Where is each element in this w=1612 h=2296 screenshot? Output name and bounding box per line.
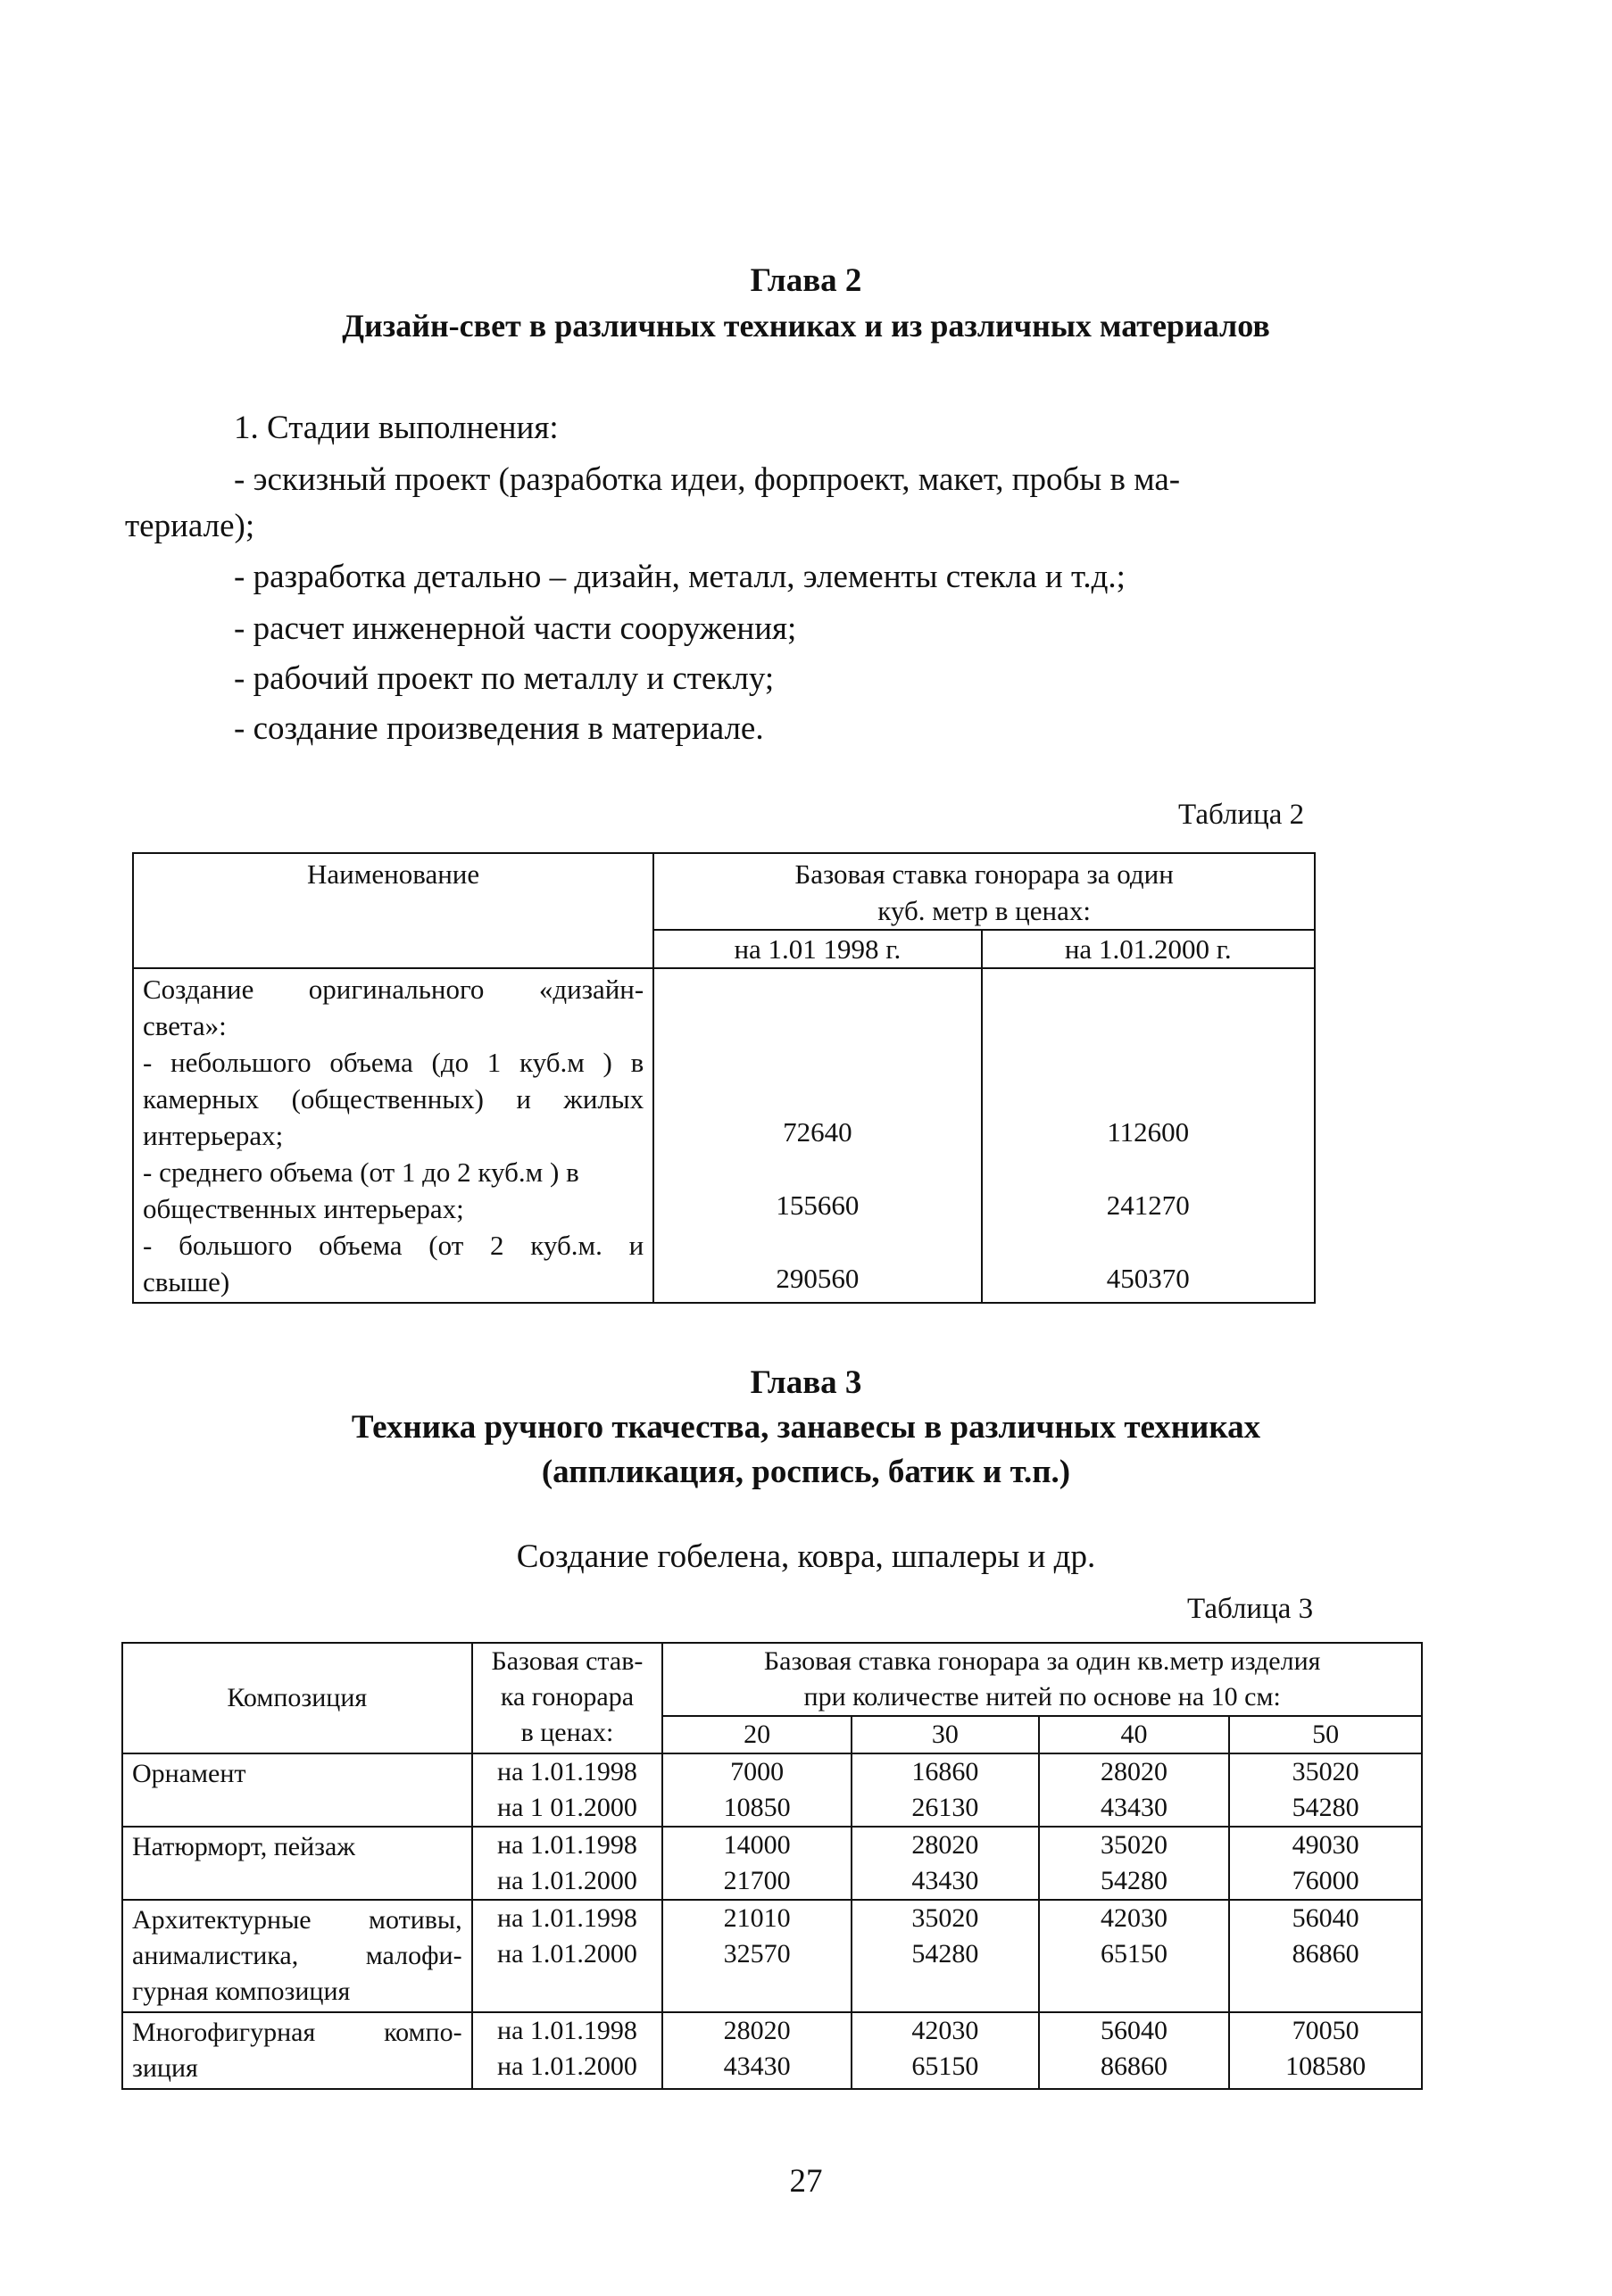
row-name: Многофигурная компо- зиция <box>122 2012 472 2089</box>
row-name: Орнамент <box>122 1753 472 1827</box>
row-values-40: 42030 65150 <box>1039 1900 1230 2012</box>
row-values-50: 70050 108580 <box>1229 2012 1422 2089</box>
row-values-30: 28020 43430 <box>852 1827 1039 1900</box>
stage-item-4: - рабочий проект по металлу и стеклу; <box>234 660 775 697</box>
thread-count-30: 30 <box>852 1716 1039 1753</box>
chapter-3-title-line-2: (аппликация, роспись, батик и т.п.) <box>541 1454 1071 1490</box>
thread-count-50: 50 <box>1229 1716 1422 1753</box>
chapter-2-title: Дизайн-свет в различных техниках и из различных материалов <box>342 308 1270 344</box>
table-2-header-name: Наименование <box>133 853 653 968</box>
stage-item-5: - создание произведения в материале. <box>234 710 764 747</box>
stage-item-3: - расчет инженерной части сооружения; <box>234 610 797 647</box>
table-2-values-2000: 112600 241270 450370 <box>982 968 1315 1303</box>
table-2-description: Создание оригинального «дизайн- света»: - небольшого объема (до 1 куб.м ) в камерных (общественных) и жилых интерьерах; - среднего объема (от 1 до 2 куб.м ) в общественных интерьерах; - большого объема (от 2 куб.м. и свыше) <box>133 968 653 1303</box>
row-dates: на 1.01.1998 на 1 01.2000 <box>472 1753 663 1827</box>
table-2-caption: Таблица 2 <box>1178 799 1305 831</box>
row-values-40: 56040 86860 <box>1039 2012 1230 2089</box>
row-values-20: 7000 10850 <box>662 1753 852 1827</box>
table-2-header-2000: на 1.01.2000 г. <box>982 930 1315 968</box>
row-name: Архитектурные мотивы, анималистика, малофи- гурная композиция <box>122 1900 472 2012</box>
chapter-2-label: Глава 2 <box>750 262 862 299</box>
table-row <box>122 1753 1422 1827</box>
row-values-30: 35020 54280 <box>852 1900 1039 2012</box>
table-3-header-composition: Композиция <box>122 1643 472 1753</box>
chapter-3-label: Глава 3 <box>750 1364 862 1401</box>
row-dates: на 1.01.1998 на 1.01.2000 <box>472 1827 663 1900</box>
row-dates: на 1.01.1998 на 1.01.2000 <box>472 1900 663 2012</box>
table-row <box>122 1900 1422 2012</box>
thread-count-40: 40 <box>1039 1716 1230 1753</box>
row-values-40: 35020 54280 <box>1039 1827 1230 1900</box>
row-values-20: 21010 32570 <box>662 1900 852 2012</box>
row-values-20: 28020 43430 <box>662 2012 852 2089</box>
row-values-50: 49030 76000 <box>1229 1827 1422 1900</box>
table-3 <box>121 1642 1423 2090</box>
stage-item-2: - разработка детально – дизайн, металл, элементы стекла и т.д.; <box>234 559 1126 595</box>
row-dates: на 1.01.1998 на 1.01.2000 <box>472 2012 663 2089</box>
table-row <box>122 2012 1422 2089</box>
table-3-header-rate: Базовая ставка гонорара за один кв.метр изделия при количестве нитей по основе на 10 см: <box>662 1643 1422 1716</box>
row-values-30: 42030 65150 <box>852 2012 1039 2089</box>
table-2-header-1998: на 1.01 1998 г. <box>653 930 981 968</box>
row-values-50: 35020 54280 <box>1229 1753 1422 1827</box>
thread-count-20: 20 <box>662 1716 852 1753</box>
table-2-header-rate: Базовая ставка гонорара за один куб. метр в ценах: <box>653 853 1315 930</box>
table-2-values-1998: 72640 155660 290560 <box>653 968 981 1303</box>
page-number: 27 <box>789 2163 823 2200</box>
stages-heading: 1. Стадии выполнения: <box>234 410 559 446</box>
row-values-30: 16860 26130 <box>852 1753 1039 1827</box>
row-name: Натюрморт, пейзаж <box>122 1827 472 1900</box>
table-row <box>122 1827 1422 1900</box>
stage-item-1-cont: териале); <box>125 508 255 544</box>
table-2 <box>132 852 1316 1304</box>
row-values-50: 56040 86860 <box>1229 1900 1422 2012</box>
table-3-caption: Таблица 3 <box>1187 1593 1314 1625</box>
chapter-3-title-line-1: Техника ручного ткачества, занавесы в различных техниках <box>351 1409 1261 1446</box>
stage-item-1: - эскизный проект (разработка идеи, форпроект, макет, пробы в ма- <box>234 461 1181 498</box>
row-values-40: 28020 43430 <box>1039 1753 1230 1827</box>
row-values-20: 14000 21700 <box>662 1827 852 1900</box>
table-3-header-base: Базовая став- ка гонорара в ценах: <box>472 1643 663 1753</box>
tapestry-intro: Создание гобелена, ковра, шпалеры и др. <box>516 1538 1096 1575</box>
